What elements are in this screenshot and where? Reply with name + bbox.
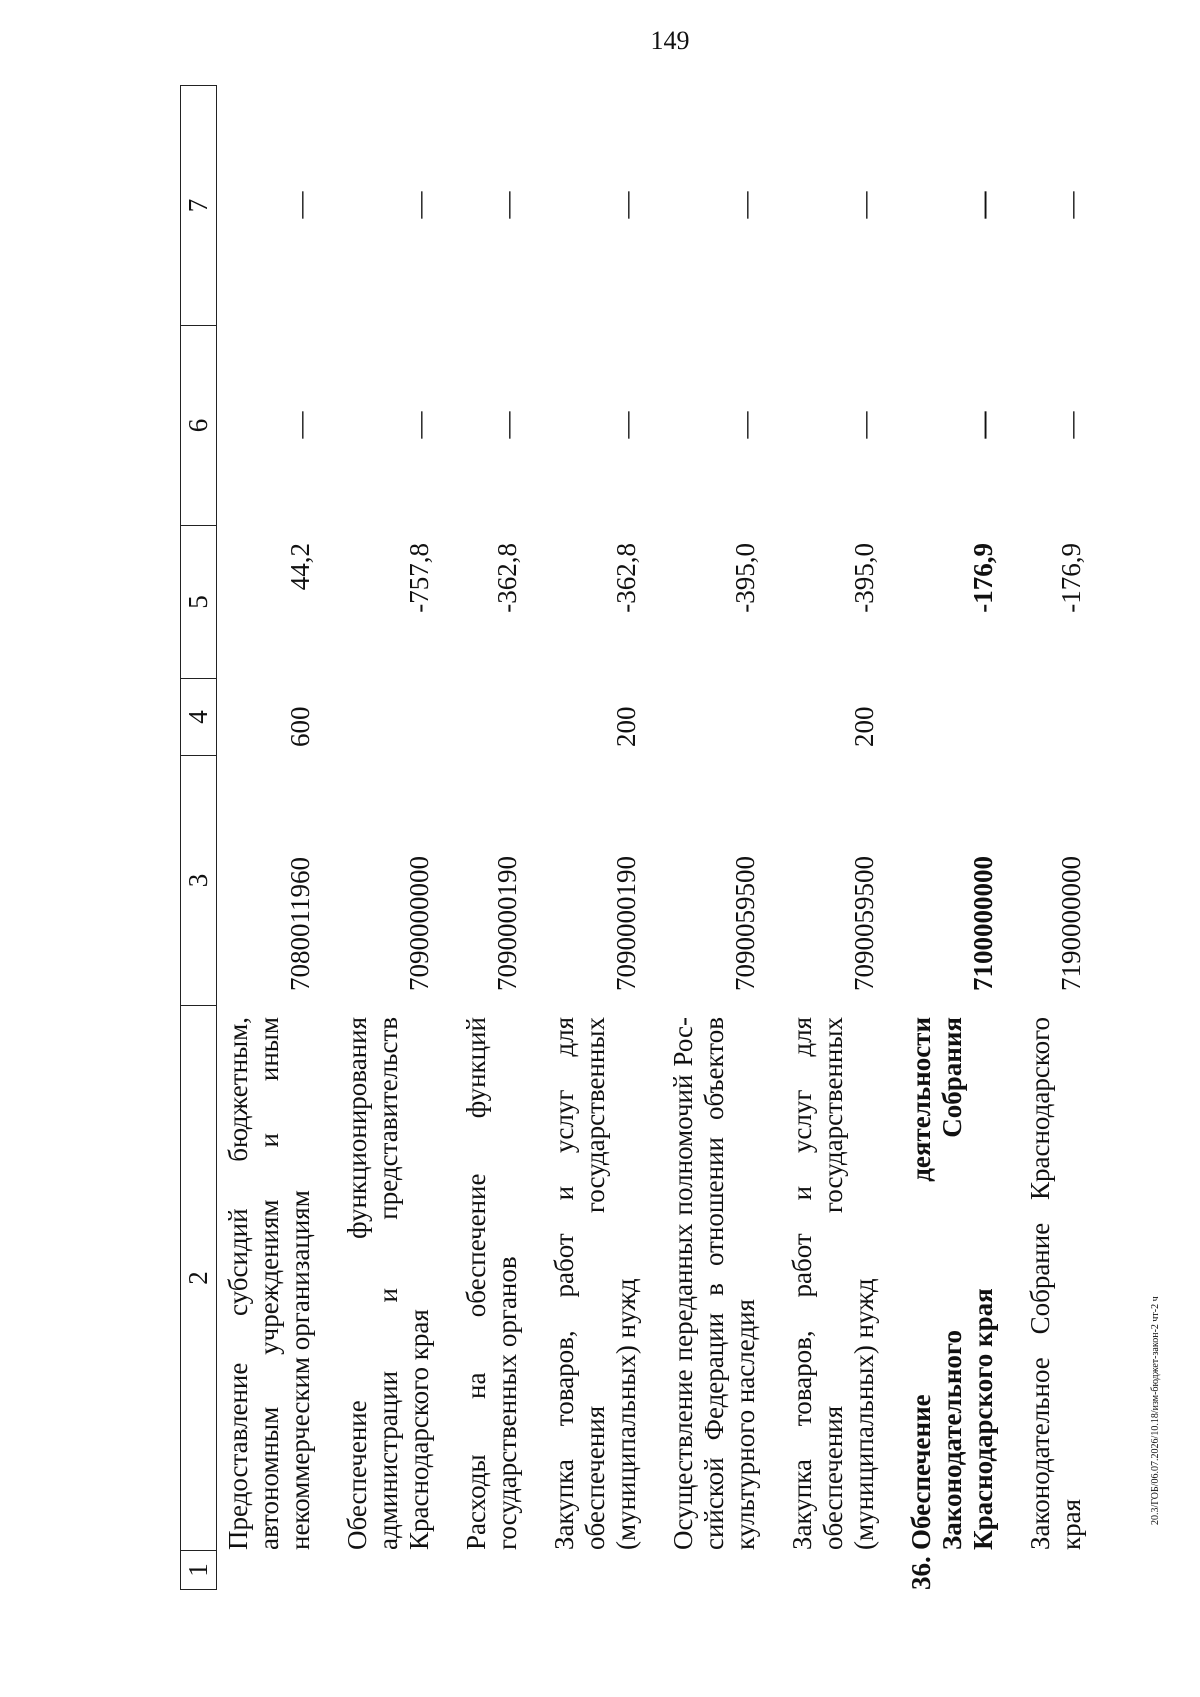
row-col6: — [492, 411, 522, 439]
row-amount: -362,8 [611, 543, 641, 613]
row-col6: — [611, 411, 641, 439]
row-name: Обеспечение функционирования администрации и представительств Краснодарского края [342, 1017, 434, 1550]
header-col-1: 1 [180, 1550, 217, 1590]
row-type: 200 [611, 706, 641, 747]
row-name: Обеспечение деятельности Законодательного Собрания Краснодарского края [906, 1017, 998, 1550]
row-code: 7090059500 [730, 856, 760, 991]
row-col6: — [730, 411, 760, 439]
row-type [662, 678, 761, 755]
row-code: 7190000000 [1056, 856, 1086, 991]
row-number [1019, 1550, 1087, 1590]
row-amount: -395,0 [849, 543, 879, 613]
row-col7: — [285, 191, 315, 219]
row-code: 7090000190 [492, 856, 522, 991]
row-type [336, 678, 435, 755]
header-col-4: 4 [180, 678, 217, 755]
document-footer-code: 20.3/ГОБ/06.07.2026/10.18/изм-бюджет-закон-2 чт-2 ч [1150, 1296, 1161, 1525]
row-col7: — [968, 191, 998, 219]
row-amount: -176,9 [968, 543, 998, 613]
row-col7: — [1056, 191, 1086, 219]
row-type: 200 [849, 706, 879, 747]
row-spacer [435, 85, 455, 1590]
table-grid [180, 85, 1087, 1590]
budget-table [180, 85, 1086, 1590]
header-col-2: 2 [180, 1005, 217, 1550]
row-spacer [316, 85, 336, 1590]
row-name: Законодательное Собрание Краснодарского края [1025, 1017, 1086, 1550]
row-amount: -362,8 [492, 543, 522, 613]
row-code: 7090000000 [404, 856, 434, 991]
row-name: Закупка товаров, работ и услуг для обеспечения государственных (муниципальных) нужд [787, 1017, 879, 1550]
row-type [1019, 678, 1087, 755]
row-name: Расходы на обеспечение функций государственных органов [461, 1017, 522, 1550]
row-col6: — [849, 411, 879, 439]
row-number [217, 1550, 316, 1590]
row-col6: — [285, 411, 315, 439]
row-spacer [880, 85, 900, 1590]
header-col-5: 5 [180, 525, 217, 678]
row-type [455, 678, 523, 755]
header-col-6: 6 [180, 325, 217, 525]
page-number: 149 [650, 26, 690, 55]
row-col6: — [404, 411, 434, 439]
row-spacer [999, 85, 1019, 1590]
row-spacer [642, 85, 662, 1590]
row-col7: — [611, 191, 641, 219]
row-number: 36. [906, 1556, 936, 1590]
row-spacer [761, 85, 781, 1590]
row-number [662, 1550, 761, 1590]
row-spacer [523, 85, 543, 1590]
header-col-3: 3 [180, 755, 217, 1005]
row-number [543, 1550, 642, 1590]
row-amount: -757,8 [404, 543, 434, 613]
row-col6: — [1056, 411, 1086, 439]
row-amount: -176,9 [1056, 543, 1086, 613]
row-col6: — [968, 411, 998, 439]
row-col7: — [492, 191, 522, 219]
row-type [900, 678, 999, 755]
row-amount: -395,0 [730, 543, 760, 613]
row-code: 7100000000 [968, 856, 998, 991]
row-col7: — [730, 191, 760, 219]
row-code: 7090000190 [611, 856, 641, 991]
row-type: 600 [285, 706, 315, 747]
header-col-7: 7 [180, 85, 217, 325]
row-col7: — [849, 191, 879, 219]
row-name: Закупка товаров, работ и услуг для обеспечения государственных (муниципальных) нужд [549, 1017, 641, 1550]
row-name: Осуществление переданных полномочий Российской Федерации в отношении объектов культурного наследия [668, 1017, 760, 1550]
row-col7: — [404, 191, 434, 219]
row-number [455, 1550, 523, 1590]
row-code: 7090059500 [849, 856, 879, 991]
row-code: 7080011960 [285, 857, 315, 991]
row-number [336, 1550, 435, 1590]
row-name: Предоставление субсидий бюджетным, автономным учреждениям и иным некоммерческим организациям [223, 1017, 315, 1550]
row-number [781, 1550, 880, 1590]
row-amount: 44,2 [285, 543, 315, 591]
